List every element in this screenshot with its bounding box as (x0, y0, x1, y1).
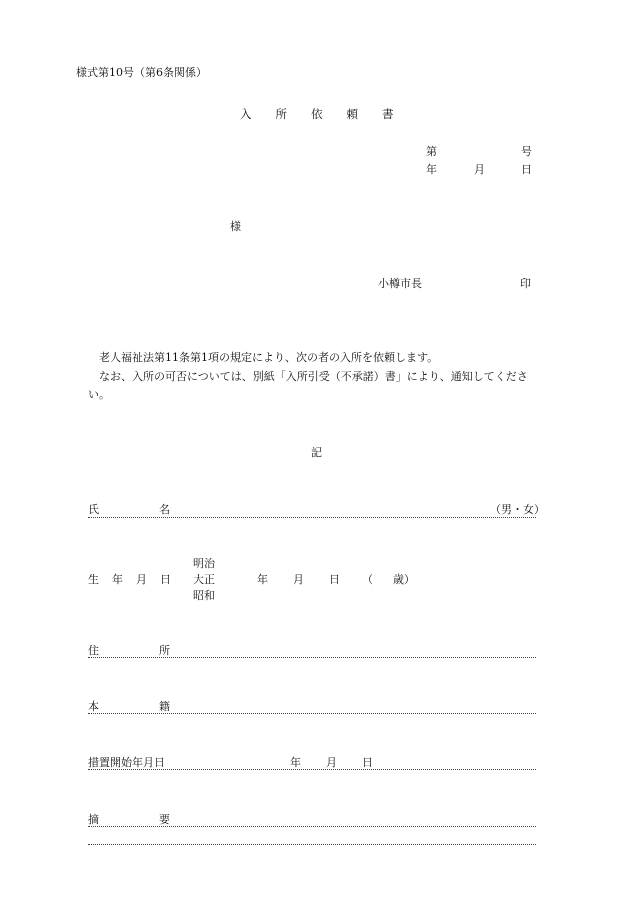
address-label-a: 住 (88, 644, 99, 657)
birth-label-4: 日 (160, 573, 171, 586)
birth-year: 年 (257, 573, 268, 586)
domicile-label-a: 本 (88, 700, 99, 713)
form-number: 様式第10号（第6条関係） (76, 66, 207, 79)
ki-heading: 記 (311, 446, 322, 459)
remarks-line-1 (88, 826, 536, 827)
remarks-label-b: 要 (159, 813, 170, 826)
remarks-line-2 (88, 844, 536, 845)
document-title (240, 107, 394, 122)
start-date-line (88, 769, 536, 770)
date-day: 日 (521, 163, 532, 176)
gender-options: （男・女） (490, 503, 545, 516)
title-char: 入 (240, 107, 252, 121)
title-char: 依 (311, 107, 323, 121)
domicile-line (88, 713, 536, 714)
era-taisho: 大正 (193, 573, 215, 586)
start-year: 年 (290, 756, 301, 769)
start-month: 月 (326, 756, 337, 769)
doc-number-prefix: 第 (426, 145, 437, 158)
title-char: 頼 (346, 107, 358, 121)
doc-number-suffix: 号 (521, 145, 532, 158)
body-line-2: なお、入所の可否については、別紙「入所引受（不承諾）書」により、通知してください。 (88, 370, 528, 401)
birth-day: 日 (329, 573, 340, 586)
era-showa: 昭和 (193, 589, 215, 602)
title-char: 所 (275, 107, 287, 121)
domicile-label-b: 籍 (159, 700, 170, 713)
age-label: 歳） (393, 573, 415, 586)
title-char: 書 (382, 107, 394, 121)
remarks-label-a: 摘 (88, 813, 99, 826)
start-day: 日 (362, 756, 373, 769)
addressee-suffix: 様 (230, 220, 241, 233)
body-line-1: 老人福祉法第11条第1項の規定により、次の者の入所を依頼します。 (99, 351, 439, 364)
birth-label-1: 生 (88, 573, 99, 586)
birth-label-2: 年 (112, 573, 123, 586)
name-label-b: 名 (159, 503, 170, 516)
name-line (88, 517, 536, 518)
name-label-a: 氏 (88, 503, 99, 516)
date-year: 年 (426, 163, 437, 176)
date-month: 月 (474, 163, 485, 176)
birth-month: 月 (293, 573, 304, 586)
start-date-label: 措置開始年月日 (88, 756, 165, 769)
seal-mark: 印 (520, 277, 531, 290)
birth-label-3: 月 (136, 573, 147, 586)
era-meiji: 明治 (193, 557, 215, 570)
address-label-b: 所 (159, 644, 170, 657)
address-line (88, 657, 536, 658)
age-open-paren: （ (362, 573, 373, 586)
sender-name: 小樽市長 (378, 277, 422, 290)
